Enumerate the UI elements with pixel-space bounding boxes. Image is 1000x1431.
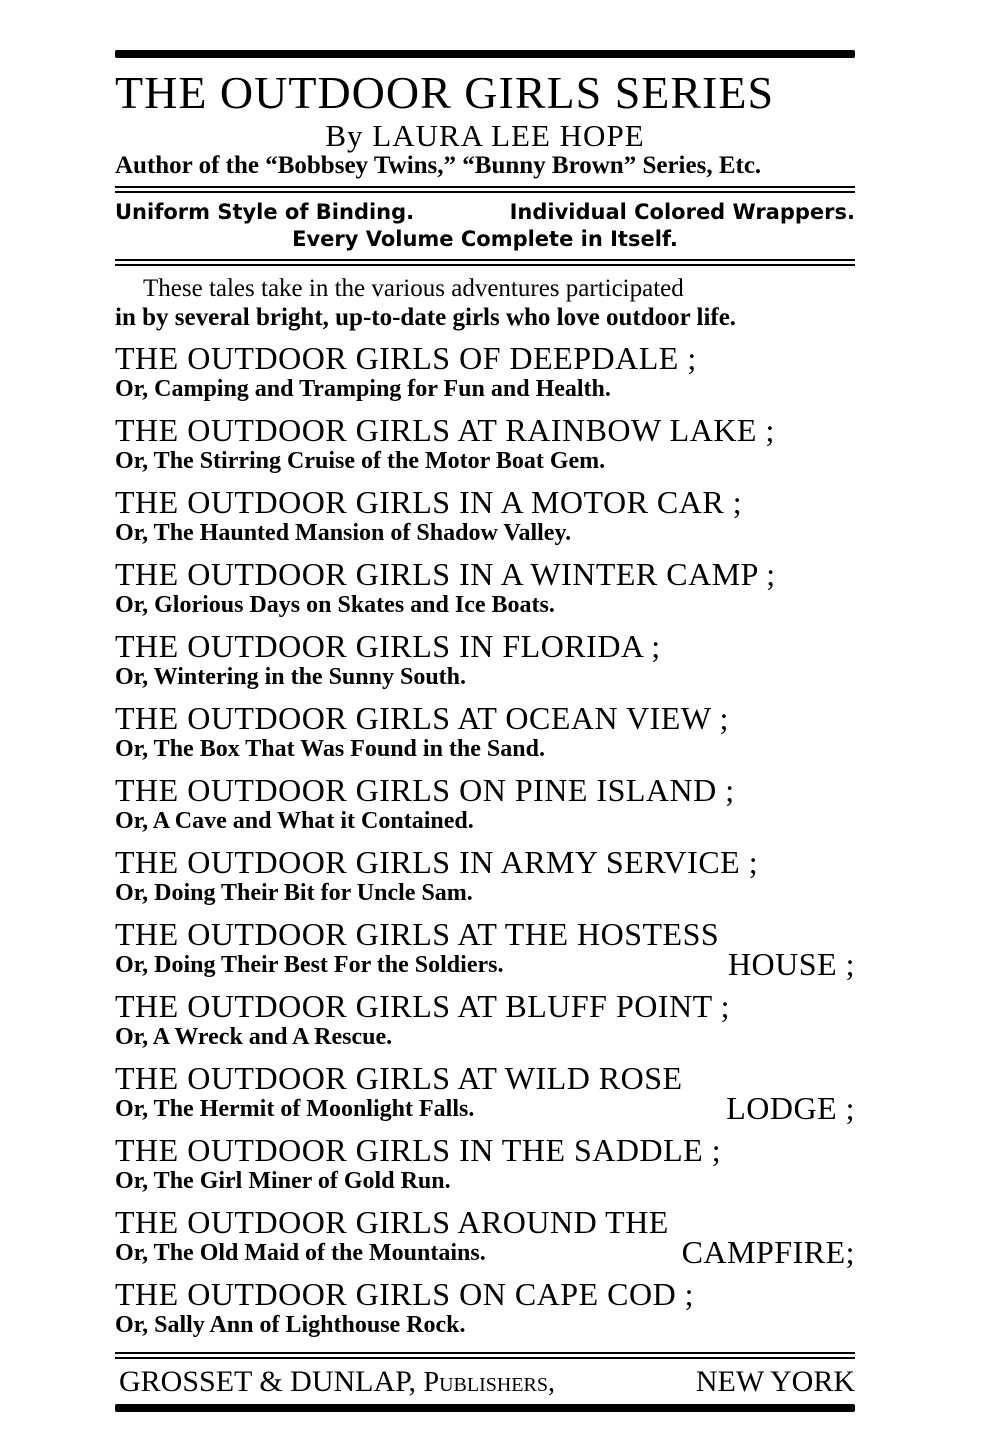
book-entry [115,990,855,1052]
book-title: THE OUTDOOR GIRLS AT THE HOSTESS [115,916,720,952]
book-subtitle: Or, Doing Their Best For the Soldiers. [115,952,504,978]
book-entry [115,486,855,548]
series-title [115,67,855,118]
book-title: THE OUTDOOR GIRLS AT BLUFF POINT ; [115,988,730,1024]
publisher-city: NEW YORK [695,1365,855,1398]
book-title: THE OUTDOOR GIRLS AT OCEAN VIEW ; [115,700,729,736]
book-title: THE OUTDOOR GIRLS IN THE SADDLE ; [115,1132,722,1168]
book-title: THE OUTDOOR GIRLS IN A WINTER CAMP ; [115,556,776,592]
book-entry [115,1278,855,1340]
book-title: THE OUTDOOR GIRLS IN A MOTOR CAR ; [115,484,743,520]
book-title: THE OUTDOOR GIRLS IN ARMY SERVICE ; [115,844,759,880]
book-entry [115,846,855,908]
publisher-name: GROSSET & DUNLAP, [119,1365,416,1398]
book-title: THE OUTDOOR GIRLS AT WILD ROSE [115,1060,683,1096]
book-entry [115,1062,855,1124]
bottom-thick-rule [115,1404,855,1412]
book-entry [115,630,855,692]
binding-style-text: Uniform Style of Binding. [115,200,415,224]
book-subtitle: Or, Doing Their Bit for Uncle Sam. [115,880,473,906]
book-subtitle: Or, Wintering in the Sunny South. [115,664,467,690]
book-subtitle: Or, Sally Ann of Lighthouse Rock. [115,1312,466,1338]
book-entry [115,918,855,980]
book-subtitle: Or, A Wreck and A Rescue. [115,1024,393,1050]
book-subtitle: Or, The Haunted Mansion of Shadow Valley. [115,520,572,546]
book-entry [115,414,855,476]
book-entry [115,558,855,620]
binding-double-rule [115,259,855,266]
series-title-text: THE OUTDOOR GIRLS SERIES [115,67,775,118]
book-subtitle: Or, The Old Maid of the Mountains. [115,1240,486,1266]
binding-line-1 [115,199,855,226]
book-entry [115,1206,855,1268]
book-list [115,342,855,1340]
book-subtitle: Or, The Hermit of Moonlight Falls. [115,1096,475,1122]
publisher-label: Publishers, [423,1367,555,1398]
book-subtitle: Or, The Stirring Cruise of the Motor Boat Gem. [115,448,606,474]
intro-line-2: in by several bright, up-to-date girls who love outdoor life. [115,304,737,331]
footer-double-rule [115,1352,855,1359]
binding-wrappers-text: Individual Colored Wrappers. [509,200,855,224]
author-line: By LAURA LEE HOPE [325,118,645,153]
book-title: THE OUTDOOR GIRLS AT RAINBOW LAKE ; [115,412,775,448]
book-entry [115,774,855,836]
intro-paragraph [115,274,855,332]
book-subtitle: Or, The Box That Was Found in the Sand. [115,736,545,762]
book-subtitle: Or, A Cave and What it Contained. [115,808,474,834]
header-double-rule [115,186,855,193]
book-title: THE OUTDOOR GIRLS ON CAPE COD ; [115,1276,695,1312]
advertisement-block [115,50,855,1412]
book-title: THE OUTDOOR GIRLS IN FLORIDA ; [115,628,661,664]
top-thick-rule [115,50,855,58]
book-entry [115,702,855,764]
book-title: THE OUTDOOR GIRLS OF DEEPDALE ; [115,340,697,376]
book-title: THE OUTDOOR GIRLS AROUND THE [115,1204,669,1240]
book-subtitle: Or, The Girl Miner of Gold Run. [115,1168,451,1194]
book-subtitle: Or, Camping and Tramping for Fun and Health. [115,376,611,402]
publisher-name-group [119,1365,555,1400]
book-entry [115,342,855,404]
binding-line-2: Every Volume Complete in Itself. [292,227,678,251]
intro-line-1: These tales take in the various adventures participated [143,275,684,302]
book-title-continuation: LODGE ; [726,1090,855,1126]
author-credits: Author of the “Bobbsey Twins,” “Bunny Brown” Series, Etc. [115,152,762,179]
book-subtitle: Or, Glorious Days on Skates and Ice Boats. [115,592,555,618]
book-title-continuation: CAMPFIRE; [681,1234,855,1270]
binding-notice [115,199,855,253]
book-title: THE OUTDOOR GIRLS ON PINE ISLAND ; [115,772,735,808]
publisher-line [119,1365,855,1400]
book-entry [115,1134,855,1196]
book-title-continuation: HOUSE ; [727,946,855,982]
